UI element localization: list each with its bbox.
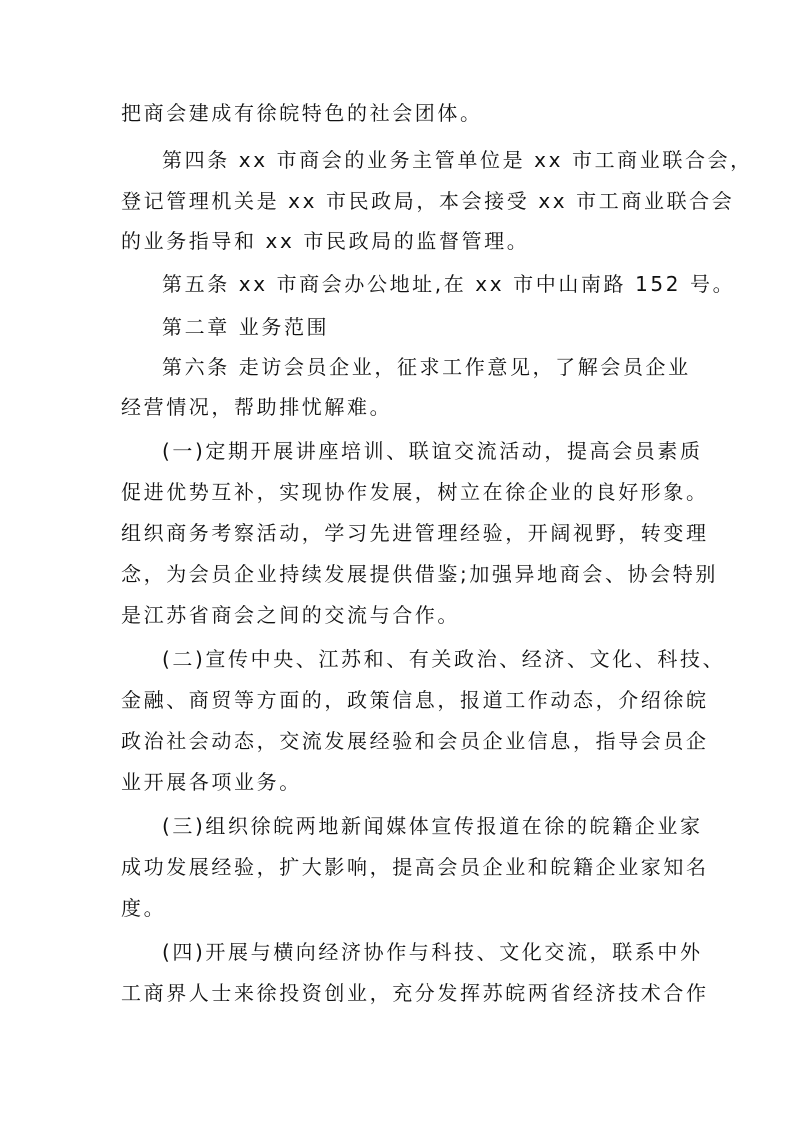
text-line: 促进优势互补，实现协作发展，树立在徐企业的良好形象。 [121,480,709,504]
paragraph-item-1: (一)定期开展讲座培训、联谊交流活动，提高会员素质 [162,439,703,463]
text-line: 政治社会动态，交流发展经验和会员企业信息，指导会员企 [121,729,709,753]
text-line: 工商界人士来徐投资创业，充分发挥苏皖两省经济技术合作 [121,981,709,1005]
text-line: 是江苏省商会之间的交流与合作。 [121,603,460,627]
text-line: 成功发展经验，扩大影响，提高会员企业和皖籍企业家知名 [121,855,709,879]
text-line: 业开展各项业务。 [121,770,302,794]
paragraph-article-6: 第六条 走访会员企业，征求工作意见，了解会员企业 [162,355,691,379]
text-line: 念，为会员企业持续发展提供借鉴;加强异地商会、协会特别 [121,562,718,586]
text-line: 经营情况，帮助排忧解难。 [121,395,393,419]
text-line: 度。 [121,896,167,920]
chapter-heading: 第二章 业务范围 [162,315,330,339]
paragraph-item-2: (二)宣传中央、江苏和、有关政治、经济、文化、科技、 [162,647,726,671]
text-line: 把商会建成有徐皖特色的社会团体。 [121,101,483,125]
paragraph-item-3: (三)组织徐皖两地新闻媒体宣传报道在徐的皖籍企业家 [162,814,703,838]
paragraph-item-4: (四)开展与横向经济协作与科技、文化交流，联系中外 [162,940,703,964]
text-line: 金融、商贸等方面的，政策信息，报道工作动态，介绍徐皖 [121,688,709,712]
text-line: 组织商务考察活动，学习先进管理经验，开阔视野，转变理 [121,521,709,545]
paragraph-article-4: 第四条 xx 市商会的业务主管单位是 xx 市工商业联合会， [162,148,753,172]
paragraph-article-5: 第五条 xx 市商会办公地址,在 xx 市中山南路 152 号。 [162,272,736,296]
text-line: 的业务指导和 xx 市民政局的监督管理。 [121,229,530,253]
text-line: 登记管理机关是 xx 市民政局，本会接受 xx 市工商业联合会 [121,189,735,213]
